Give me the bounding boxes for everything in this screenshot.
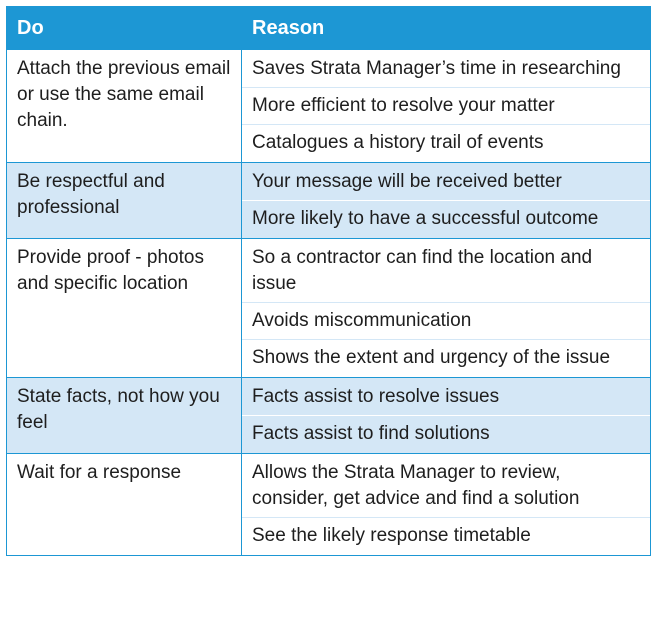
- reason-item: So a contractor can find the location and issue: [242, 245, 650, 303]
- reason-cell: [242, 163, 651, 239]
- header-row: [7, 7, 651, 50]
- reason-cell: [242, 239, 651, 378]
- reason-item: See the likely response timetable: [252, 525, 531, 546]
- table-row: [7, 50, 651, 163]
- do-reason-table: [6, 6, 651, 556]
- reason-item: Saves Strata Manager’s time in researching: [242, 56, 650, 88]
- reason-item: Shows the extent and urgency of the issue: [252, 347, 611, 368]
- reason-item: More efficient to resolve your matter: [242, 88, 650, 125]
- table-row: [7, 454, 651, 556]
- do-cell: Wait for a response: [7, 454, 242, 556]
- do-cell: Attach the previous email or use the same email chain.: [7, 50, 242, 163]
- reason-item: More likely to have a successful outcome: [252, 208, 599, 229]
- reason-item: Catalogues a history trail of events: [252, 132, 544, 153]
- reason-cell: [242, 50, 651, 163]
- do-cell: State facts, not how you feel: [7, 378, 242, 454]
- reason-item: Facts assist to resolve issues: [242, 384, 650, 416]
- do-cell: Be respectful and professional: [7, 163, 242, 239]
- table-row: [7, 163, 651, 239]
- table-row: [7, 378, 651, 454]
- reason-item: Your message will be received better: [242, 169, 650, 201]
- reason-item: Facts assist to find solutions: [252, 423, 490, 444]
- reason-item: Allows the Strata Manager to review, consider, get advice and find a solution: [242, 460, 650, 518]
- table-row: [7, 239, 651, 378]
- reason-column-header: Reason: [242, 7, 651, 50]
- do-cell: Provide proof - photos and specific location: [7, 239, 242, 378]
- do-column-header: Do: [7, 7, 242, 50]
- reason-item: Avoids miscommunication: [242, 303, 650, 340]
- reason-cell: [242, 454, 651, 556]
- reason-cell: [242, 378, 651, 454]
